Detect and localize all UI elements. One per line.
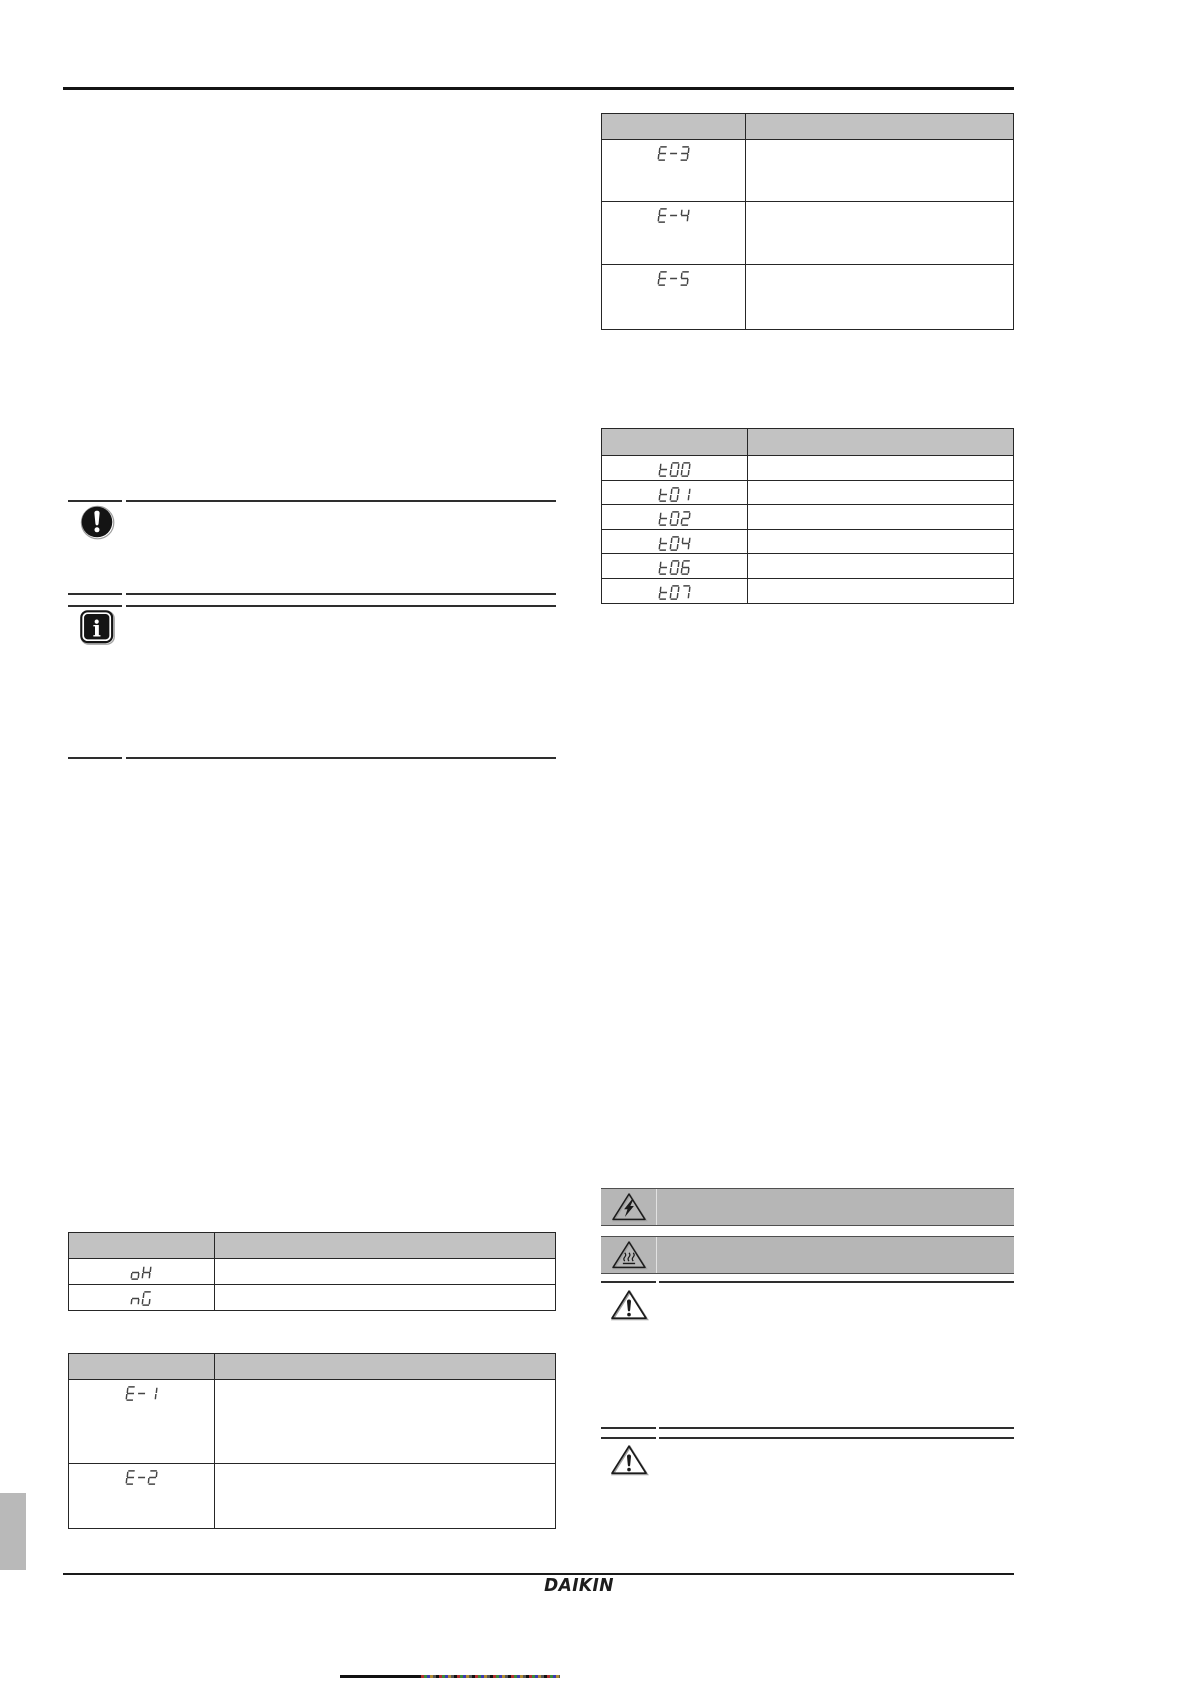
display-code-cell: [602, 456, 748, 480]
daikin-logo: DAIKIN: [544, 1575, 614, 1597]
table-row: [602, 481, 1013, 506]
seven-segment-code: [656, 207, 691, 224]
warning-triangle-icon: [609, 1443, 649, 1477]
table-header-cell: [602, 114, 746, 139]
information-block-rule: [68, 757, 122, 759]
table-row: [69, 1380, 555, 1464]
display-code-cell: [602, 505, 748, 529]
warning-block-rule: [659, 1427, 1014, 1429]
warning-triangle-icon: [609, 1288, 649, 1322]
table-row: [602, 505, 1013, 530]
electrical-hazard-banner: [601, 1188, 1014, 1226]
description-cell: [215, 1285, 555, 1311]
table-row: [602, 140, 1013, 202]
display-code-cell: [69, 1285, 215, 1311]
table-row: [602, 579, 1013, 604]
description-cell: [748, 579, 1013, 604]
information-icon: [79, 609, 115, 645]
seven-segment-code: [657, 461, 692, 478]
header-rule: [63, 87, 1014, 90]
display-code-cell: [69, 1464, 215, 1528]
seven-segment-code: [130, 1290, 154, 1307]
notice-block-rule: [126, 593, 556, 595]
warning-block-rule: [659, 1437, 1014, 1439]
banner-icon-cell: [601, 1237, 657, 1273]
table-row: [69, 1464, 555, 1528]
warning-block-rule: [601, 1437, 656, 1439]
timer-code-table: [601, 428, 1014, 604]
description-cell: [215, 1259, 555, 1284]
table-header-row: [69, 1354, 555, 1380]
seven-segment-code: [130, 1264, 154, 1281]
electrical-hazard-icon: [609, 1191, 649, 1223]
table-row: [602, 202, 1013, 265]
table-row: [602, 456, 1013, 481]
display-code-cell: [602, 202, 746, 264]
display-code-cell: [69, 1380, 215, 1463]
display-code-cell: [602, 554, 748, 578]
display-code-cell: [69, 1259, 215, 1284]
seven-segment-code: [124, 1469, 159, 1486]
seven-segment-code: [657, 535, 692, 552]
notice-block-rule: [68, 500, 122, 502]
notice-block-rule: [68, 593, 122, 595]
footer-rule: [63, 1573, 1014, 1575]
notice-icon: [79, 504, 115, 540]
hot-surface-banner: [601, 1236, 1014, 1274]
description-cell: [748, 530, 1013, 554]
table-row: [602, 265, 1013, 329]
table-header-row: [602, 114, 1013, 140]
warning-block-rule: [601, 1427, 656, 1429]
seven-segment-code: [657, 584, 692, 601]
seven-segment-code: [657, 486, 692, 503]
seven-segment-code: [656, 145, 691, 162]
error-code-table-right: [601, 113, 1014, 330]
table-header-row: [69, 1233, 555, 1259]
description-cell: [215, 1464, 555, 1528]
table-row: [602, 554, 1013, 579]
description-cell: [748, 505, 1013, 529]
notice-block-rule: [126, 500, 556, 502]
print-registration-mark: [340, 1675, 418, 1678]
display-code-cell: [602, 530, 748, 554]
hot-surface-icon: [609, 1239, 649, 1271]
display-code-cell: [602, 265, 746, 329]
description-cell: [746, 265, 1013, 329]
svg-text:i: i: [92, 616, 101, 643]
description-cell: [746, 202, 1013, 264]
description-cell: [748, 456, 1013, 480]
information-block-rule: [126, 757, 556, 759]
table-header-cell: [748, 429, 1013, 455]
description-cell: [746, 140, 1013, 201]
display-code-cell: [602, 140, 746, 201]
warning-block-rule: [601, 1281, 656, 1283]
display-code-cell: [602, 481, 748, 505]
table-header-cell: [69, 1233, 215, 1258]
table-header-cell: [746, 114, 1013, 139]
warning-block-rule: [659, 1281, 1014, 1283]
seven-segment-code: [656, 270, 691, 287]
description-cell: [748, 481, 1013, 505]
table-header-cell: [602, 429, 748, 455]
description-cell: [215, 1380, 555, 1463]
table-header-row: [602, 429, 1013, 456]
display-code-cell: [602, 579, 748, 604]
table-header-cell: [215, 1354, 555, 1379]
banner-icon-cell: [601, 1189, 657, 1225]
error-code-table-left: [68, 1353, 556, 1529]
table-row: [69, 1259, 555, 1285]
seven-segment-code: [124, 1385, 159, 1402]
table-header-cell: [69, 1354, 215, 1379]
description-cell: [748, 554, 1013, 578]
seven-segment-code: [657, 510, 692, 527]
print-color-strip: [418, 1675, 560, 1678]
table-row: [69, 1285, 555, 1311]
information-block-rule: [68, 605, 122, 607]
table-header-cell: [215, 1233, 555, 1258]
display-code-table: [68, 1232, 556, 1311]
information-block-rule: [126, 605, 556, 607]
page-edge-tab: [0, 1493, 26, 1570]
seven-segment-code: [657, 559, 692, 576]
table-row: [602, 530, 1013, 555]
